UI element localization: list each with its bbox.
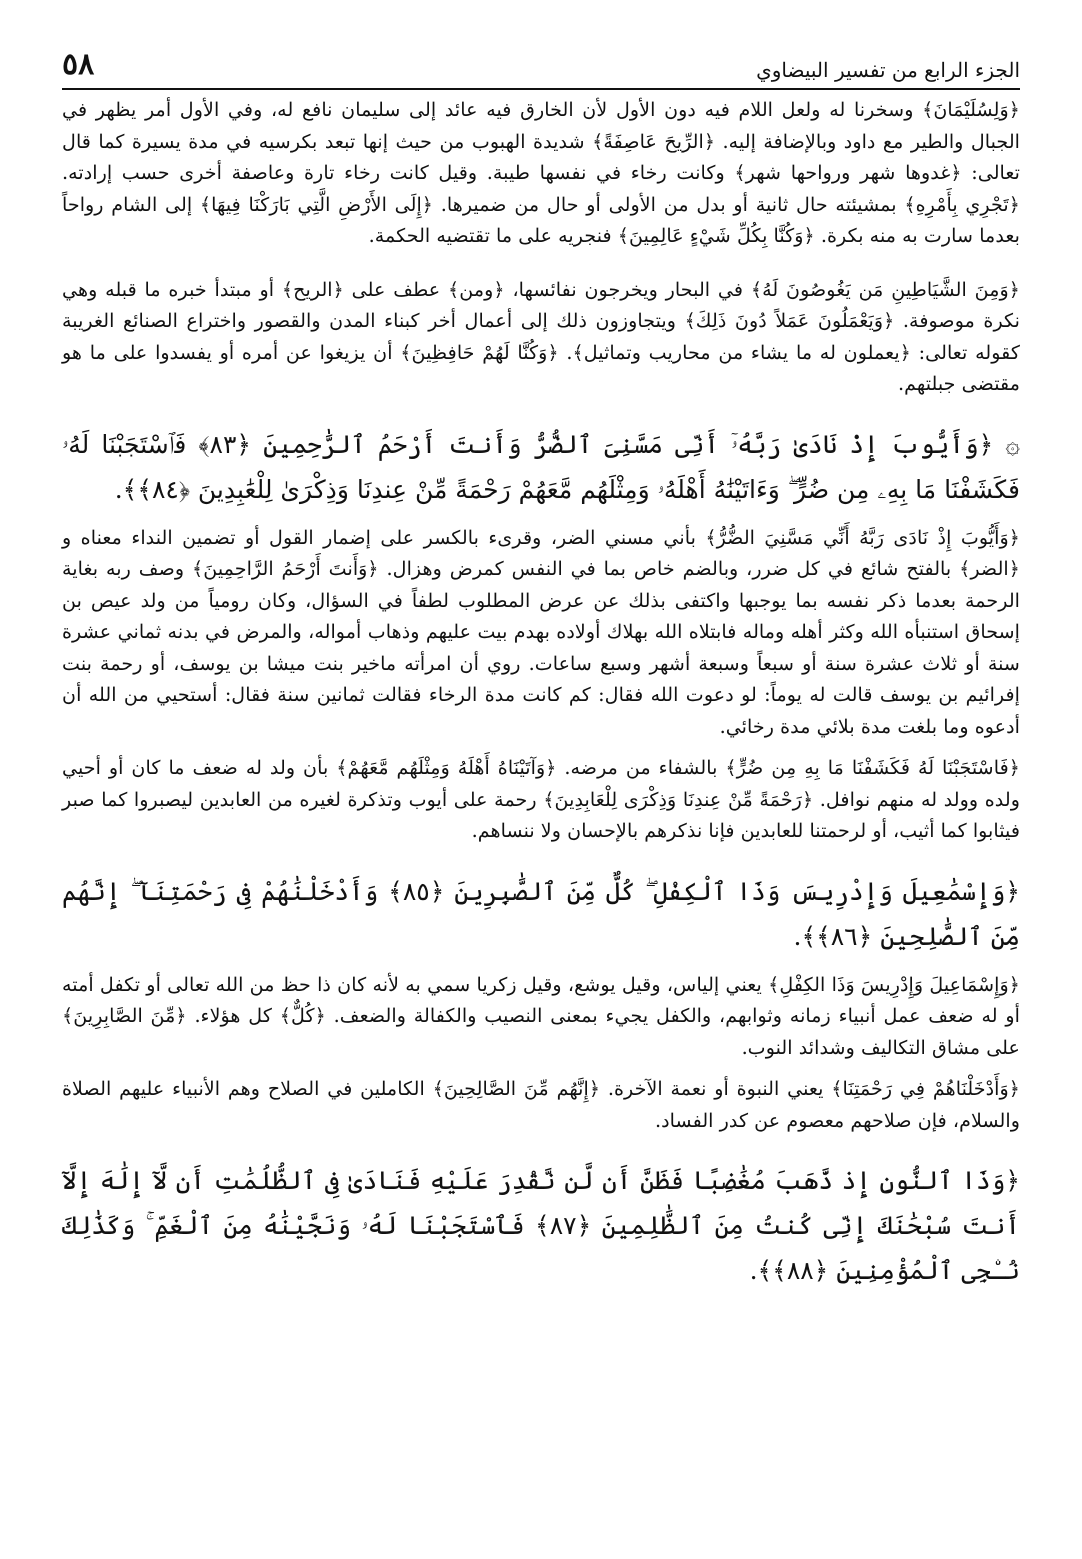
commentary-paragraph: ﴿وَأَيُّوبَ إِذْ نَادَى رَبَّهُ أَنِّي مَسَّنِيَ الضُّرُّ﴾ بأني مسني الضر، وقرىء بالكسر على إضمار القول أو تضمين النداء معناه و ﴿الضر﴾ بالفتح شائع في كل ضرر، وبالضم خاص بما في النفس كمرض وهزال. ﴿وَأَنتَ أَرْحَمُ الرَّاحِمِينَ﴾ وصف ربه بغاية الرحمة بعدما ذكر نفسه بما يوجبها واكتفى بذلك عن عرض المطلوب لطفاً في السؤال، وكان رومياً من ولد عيص بن إسحاق استنبأه الله وكثر أهله وماله فابتلاه الله بهلاك أولاده بهدم بيت عليهم وذهاب أمواله، والمرض في بدنه ثماني عشرة سنة أو ثلاث عشرة سنة أو سبعاً وسبعة أشهر وسبع ساعات. روي أن امرأته ماخير بنت ميشا بن يوسف، أو رحمة بنت إفرائيم بن يوسف قالت له يوماً: لو دعوت الله فقال: كم كانت مدة الرخاء فقالت ثمانين سنة فقال: أستحيي من الله أن أدعوه وما بلغت مدة بلائي مدة رخائي. — [62, 525, 1020, 738]
quran-verse-block: ۞ ﴿وَأَيُّوبَ إِذْ نَادَىٰ رَبَّهُۥٓ أَنِّى مَسَّنِىَ ٱلضُّرُّ وَأَنتَ أَرْحَمُ ٱلرَّٰحِمِينَ ﴿٨٣﴾ فَٱسْتَجَبْنَا لَهُۥ فَكَشَفْنَا مَا بِهِۦ مِن ضُرٍّ ۖ وَءَاتَيْنَٰهُ أَهْلَهُۥ وَمِثْلَهُم مَّعَهُمْ رَحْمَةً مِّنْ عِندِنَا وَذِكْرَىٰ لِلْعَٰبِدِينَ ﴿٨٤﴾﴾. — [62, 429, 1020, 504]
quran-verse-block: ﴿وَذَا ٱلنُّونِ إِذ ذَّهَبَ مُغَٰضِبًا فَظَنَّ أَن لَّن نَّقْدِرَ عَلَيْهِ فَنَادَىٰ فِى ٱلظُّلُمَٰتِ أَن لَّآ إِلَٰهَ إِلَّآ أَنتَ سُبْحَٰنَكَ إِنِّى كُنتُ مِنَ ٱلظَّٰلِمِينَ ﴿٨٧﴾ فَٱسْتَجَبْنَا لَهُۥ وَنَجَّيْنَٰهُ مِنَ ٱلْغَمِّ ۚ وَكَذَٰلِكَ نُـۨجِى ٱلْمُؤْمِنِينَ ﴿٨٨﴾﴾. — [62, 1166, 1020, 1285]
commentary-paragraph: ﴿وَلِسُلَيْمَانَ﴾ وسخرنا له ولعل اللام فيه دون الأول لأن الخارق فيه عائد إلى سليمان نافع له، وفي الأول أمر يظهر في الجبال والطير مع داود وبالإضافة إليه. ﴿الرِّيحَ عَاصِفَةً﴾ شديدة الهبوب من حيث إنها تبعد بكرسيه في مدة يسيرة كما قال تعالى: ﴿غدوها شهر ورواحها شهر﴾ وكانت رخاء في نفسها طيبة. وقيل كانت رخاء تارة وعاصفة أخرى حسب إرادته. ﴿تَجْرِي بِأَمْرِهِ﴾ بمشيئته حال ثانية أو بدل من الأولى أو حال من ضميرها. ﴿إِلَى الأَرْضِ الَّتِي بَارَكْنَا فِيهَا﴾ إلى الشام رواحاً بعدما سارت به منه بكرة. ﴿وَكُنَّا بِكُلِّ شَيْءٍ عَالِمِينَ﴾ فنجريه على ما تقتضيه الحكمة. — [62, 98, 1020, 247]
page-number: ٥٨ — [62, 47, 95, 82]
quran-verse-block: ﴿وَإِسْمَٰعِيلَ وَإِدْرِيسَ وَذَا ٱلْكِفْلِ ۖ كُلٌّ مِّنَ ٱلصَّٰبِرِينَ ﴿٨٥﴾ وَأَدْخَلْنَٰهُمْ فِى رَحْمَتِنَآ ۖ إِنَّهُم مِّنَ ٱلصَّٰلِحِينَ ﴿٨٦﴾﴾. — [62, 876, 1020, 951]
commentary-paragraph: ﴿فَاسْتَجَبْنَا لَهُ فَكَشَفْنَا مَا بِهِ مِن ضُرٍّ﴾ بالشفاء من مرضه. ﴿وَآتَيْنَاهُ أَهْلَهُ وَمِثْلَهُم مَّعَهُمْ﴾ بأن ولد له ضعف ما كان أو أحيي ولده وولد له منهم نوافل. ﴿رَحْمَةً مِّنْ عِندِنَا وَذِكْرَى لِلْعَابِدِينَ﴾ رحمة على أيوب وتذكرة لغيره من العابدين ليصبروا كما صبر فيثابوا كما أثيب، أو لرحمتنا للعابدين فإنا نذكرهم بالإحسان ولا ننساهم. — [62, 756, 1020, 842]
page-header — [62, 44, 1020, 90]
page-body — [62, 94, 1020, 1293]
commentary-paragraph: ﴿وَأَدْخَلْنَاهُمْ فِي رَحْمَتِنَا﴾ يعني النبوة أو نعمة الآخرة. ﴿إِنَّهُم مِّنَ الصَّالِحِينَ﴾ الكاملين في الصلاح وهم الأنبياء عليهم الصلاة والسلام، فإن صلاحهم معصوم عن كدر الفساد. — [62, 1077, 1020, 1132]
commentary-paragraph: ﴿وَمِنَ الشَّيَاطِينِ مَن يَغُوصُونَ لَهُ﴾ في البحار ويخرجون نفائسها، ﴿ومن﴾ عطف على ﴿الريح﴾ أو مبتدأ خبره ما قبله وهي نكرة موصوفة. ﴿وَيَعْمَلُونَ عَمَلاً دُونَ ذَلِكَ﴾ ويتجاوزون ذلك إلى أعمال أخر كبناء المدن والقصور واختراع الصنائع الغريبة كقوله تعالى: ﴿يعملون له ما يشاء من محاريب وتماثيل﴾. ﴿وَكُنَّا لَهُمْ حَافِظِينَ﴾ أن يزيغوا عن أمره أو يفسدوا على ما هو مقتضى جبلتهم. — [62, 277, 1020, 395]
commentary-paragraph: ﴿وَإِسْمَاعِيلَ وَإِدْرِيسَ وَذَا الكِفْلِ﴾ يعني إلياس، وقيل يوشع، وقيل زكريا سمي به لأنه كان ذا حظ من الله تعالى أو تكفل أمته أو له ضعف عمل أنبياء زمانه وثوابهم، والكفل يجيء بمعنى النصيب والكفالة والضعف. ﴿كُلٌّ﴾ كل هؤلاء. ﴿مِّنَ الصَّابِرِينَ﴾ على مشاق التكاليف وشدائد النوب. — [62, 972, 1020, 1059]
running-title: الجزء الرابع من تفسير البيضاوي — [756, 58, 1020, 82]
